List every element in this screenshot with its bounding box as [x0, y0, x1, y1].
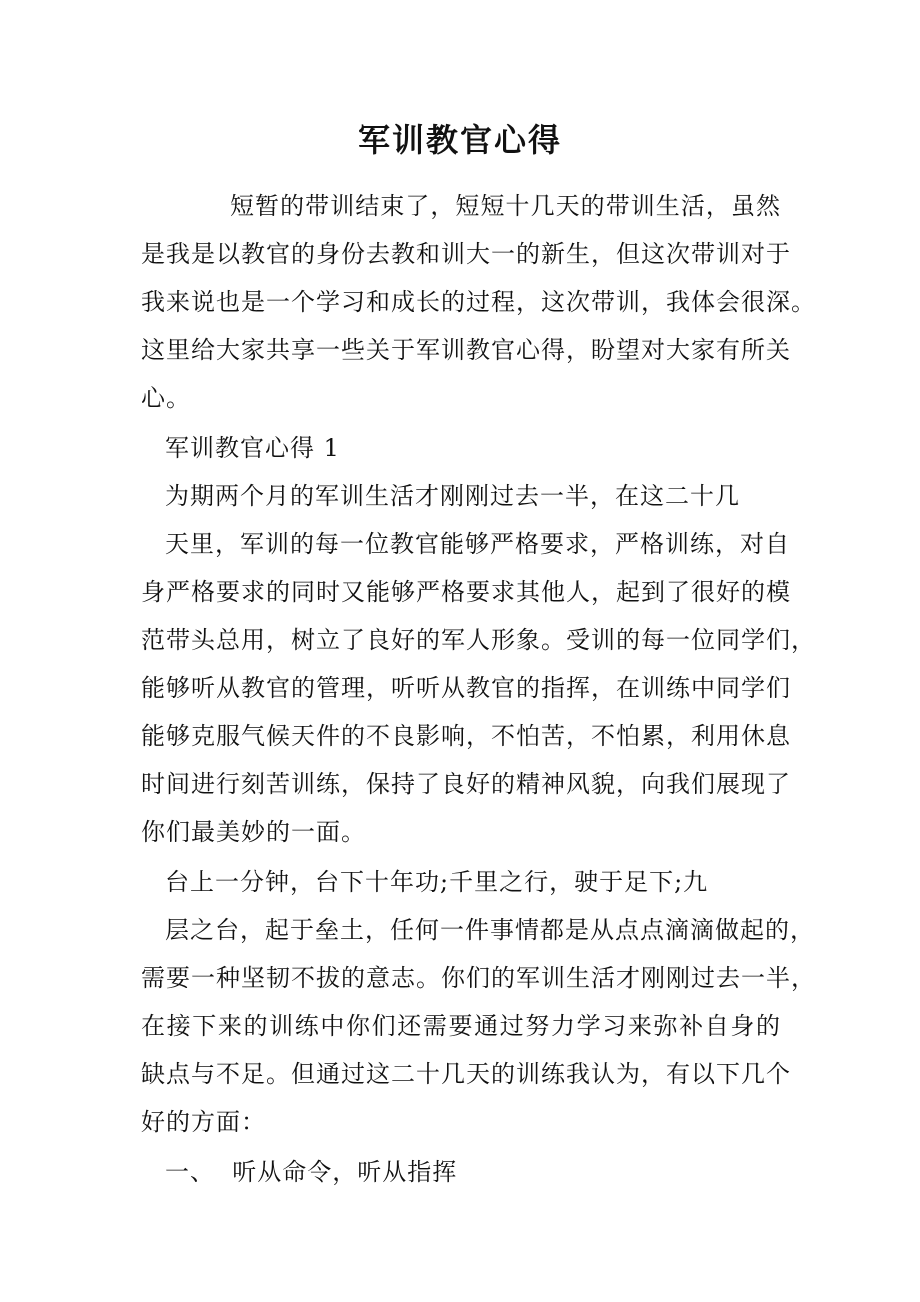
intro-line-4: 这里给大家共享一些关于军训教官心得，盼望对大家有所关 [141, 336, 791, 364]
para1-line-7: 时间进行刻苦训练，保持了良好的精神风貌，向我们展现了 [141, 770, 791, 798]
intro-line-3: 我来说也是一个学习和成长的过程，这次带训，我体会很深。 [141, 288, 816, 316]
para2-line-5: 缺点与不足。但通过这二十几天的训练我认为，有以下几个 [141, 1060, 791, 1088]
para2-line-6: 好的方面： [141, 1108, 266, 1136]
intro-line-5: 心。 [141, 384, 191, 412]
para2-line-1: 台上一分钟，台下十年功;千里之行，驶于足下;九 [165, 868, 709, 896]
section-heading: 军训教官心得 1 [165, 434, 340, 462]
para1-line-3: 身严格要求的同时又能够严格要求其他人，起到了很好的模 [141, 578, 791, 606]
para1-line-4: 范带头总用，树立了良好的军人形象。受训的每一位同学们， [141, 626, 816, 654]
intro-line-2: 是我是以教官的身份去教和训大一的新生，但这次带训对于 [141, 240, 791, 268]
para1-line-1: 为期两个月的军训生活才刚刚过去一半，在这二十几 [165, 482, 740, 510]
intro-line-1: 短暂的带训结束了，短短十几天的带训生活，虽然 [230, 192, 781, 220]
para1-line-8: 你们最美妙的一面。 [141, 818, 366, 846]
para2-line-3: 需要一种坚韧不拔的意志。你们的军训生活才刚刚过去一半， [141, 964, 816, 992]
para1-line-6: 能够克服气候天件的不良影响，不怕苦，不怕累，利用休息 [141, 722, 791, 750]
para1-line-5: 能够听从教官的管理，听听从教官的指挥，在训练中同学们 [141, 674, 791, 702]
point-1-heading: 一、 听从命令，听从指挥 [165, 1158, 458, 1186]
para2-line-4: 在接下来的训练中你们还需要通过努力学习来弥补自身的 [141, 1012, 781, 1040]
para1-line-2: 天里，军训的每一位教官能够严格要求，严格训练，对自 [165, 530, 790, 558]
document-title: 军训教官心得 [357, 121, 562, 159]
para2-line-2: 层之台，起于垒土，任何一件事情都是从点点滴滴做起的， [165, 916, 815, 944]
